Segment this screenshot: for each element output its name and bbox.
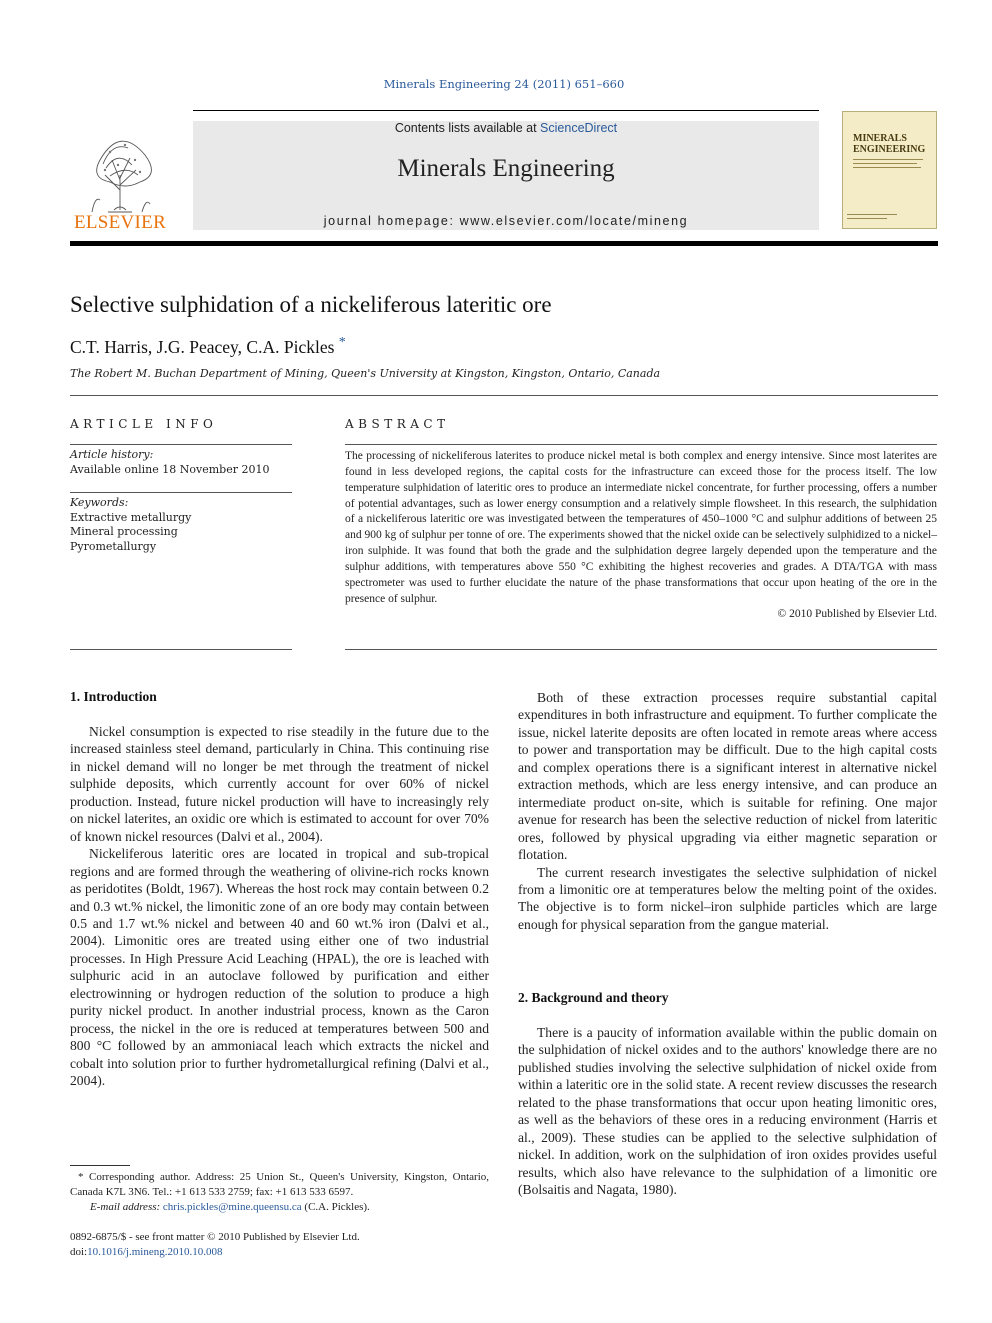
header-top-rule bbox=[193, 110, 819, 111]
keyword-item: Pyrometallurgy bbox=[70, 539, 157, 553]
doi-link[interactable]: 10.1016/j.mineng.2010.10.008 bbox=[87, 1246, 223, 1258]
keyword-item: Mineral processing bbox=[70, 525, 178, 538]
title-separator-rule bbox=[70, 395, 938, 396]
article-history bbox=[70, 448, 292, 477]
article-info-bottom-rule bbox=[70, 649, 292, 650]
paragraph: Nickeliferous lateritic ores are located in tropical and sub-tropical regions and are formed through the weathering of olivine-rich rocks known as peridotites (Boldt, 1967). Whereas the host rock may contain between 0.2 and 0.3 wt.% nickel, the limonitic zone of an ore body may contain between 0.5 and 1.7 wt.% nickel and between 40 and 60 wt.% iron (Dalvi et al., 2004). Limonitic ores are treated using either one of two industrial processes. In High Pressure Acid Leaching (HPAL), the ore is leached with sulphuric acid in an autoclave followed by purification and either electrowinning or hydrogen reduction of the solution to produce a high purity nickel product. In another industrial process, known as the Caron process, the nickel in the ore is reduced at temperatures between 500 and 800 °C followed by an ammoniacal leach which extracts the nickel and cobalt into solution prior to further hydrometallurgical refining (Dalvi et al., 2004). bbox=[70, 846, 489, 1089]
paragraph: Both of these extraction processes require substantial capital expenditures in both infrastructure and equipment. To further complicate the issue, nickel laterite deposits are often located in remote areas where access to power and transportation may be difficult. Due to the high capital costs and complex operations there is a significant interest in alternative nickel extraction methods, which are less energy intensive, and can produce an intermediate product on-site, which is suitable for refining. One major avenue for research has been the selective reduction of nickel from lateritic ores, followed by physical upgrading via either magnetic separation or flotation. bbox=[518, 690, 937, 863]
authors-text: C.T. Harris, J.G. Peacey, C.A. Pickles bbox=[70, 336, 335, 357]
email-suffix: (C.A. Pickles). bbox=[304, 1201, 370, 1213]
history-rule bbox=[70, 492, 292, 493]
keywords-block bbox=[70, 496, 292, 554]
cover-detail-line bbox=[847, 218, 887, 219]
article-info-rule bbox=[70, 444, 292, 445]
left-column-text bbox=[70, 723, 489, 1090]
issn-line: 0892-6875/$ - see front matter © 2010 Published by Elsevier Ltd. bbox=[70, 1231, 360, 1243]
doi-line bbox=[70, 1245, 489, 1260]
corresponding-author-note: * Corresponding author. Address: 25 Union St., Queen's University, Kingston, Ontario, Canada K7L 3N6. Tel.: +1 613 533 2759; fax: +1 613 533 6597. bbox=[70, 1171, 489, 1198]
journal-homepage[interactable]: journal homepage: www.elsevier.com/locate/mineng bbox=[323, 214, 689, 228]
paragraph: The current research investigates the selective sulphidation of nickel from a limonitic ore at temperatures below the melting point of the oxides. The objective is to form nickel–iron sulphide particles which are large enough for physical separation from the gangue material. bbox=[518, 864, 937, 932]
journal-title: Minerals Engineering bbox=[397, 155, 615, 182]
cover-title bbox=[853, 133, 933, 155]
abstract-heading: ABSTRACT bbox=[345, 417, 450, 431]
section-heading: 2. Background and theory bbox=[518, 990, 669, 1005]
sciencedirect-link[interactable]: ScienceDirect bbox=[540, 121, 618, 135]
elsevier-wordmark[interactable]: ELSEVIER bbox=[73, 212, 167, 233]
cover-detail-line bbox=[847, 214, 897, 215]
cover-title-line1: MINERALS bbox=[853, 133, 907, 144]
paragraph: Nickel consumption is expected to rise steadily in the future due to the increased stainless steel demand, particularly in China. This continuing rise in nickel demand will no longer be met through the treatment of nickel sulphide deposits, which currently account for over 60% of nickel production. Instead, future nickel production will have to increasingly rely on nickel laterites, an oxidic ore which is estimated to account for over 70% of known nickel resources (Dalvi et al., 2004). bbox=[70, 724, 489, 844]
history-value: Available online 18 November 2010 bbox=[70, 462, 270, 476]
author-list bbox=[70, 335, 346, 358]
email-link[interactable]: chris.pickles@mine.queensu.ca bbox=[162, 1201, 302, 1213]
cover-detail-line bbox=[853, 163, 917, 164]
doi-label: doi: bbox=[70, 1246, 88, 1258]
abstract-text: The processing of nickeliferous laterites to produce nickel metal is both complex and energy intensive. Since most laterites are found in less developed regions, the capital costs for the infrastructure can exceed those for the process itself. The low temperature sulphidation of lateritic ores to produce an intermediate nickel concentrate, for further processing, offers a number of potential advantages, such as lower energy consumption and a relatively simple flowsheet. In this research, the sulphidation of a nickeliferous lateritic ore was investigated between the temperatures of 450–1000 °C and sulphur additions of between 25 and 900 kg of sulphur per tonne of ore. The experiments showed that the nickel oxide can be selectively sulphidized to a nickel–iron sulphide. It was found that both the grade and the sulphidation degree largely depended upon the temperature and the sulphur additions, with temperatures above 550 °C exhibiting the highest recoveries and grades. A DTA/TGA with mass spectrometer was used to further elucidate the nature of the phase transformations that occur upon heating of the ore in the presence of sulphur. bbox=[345, 450, 937, 605]
cover-title-line2: ENGINEERING bbox=[853, 144, 926, 155]
journal-cover-thumbnail[interactable] bbox=[842, 111, 937, 229]
abstract-rule bbox=[345, 444, 937, 445]
front-matter bbox=[70, 1230, 489, 1260]
paragraph: There is a paucity of information available within the public domain on the sulphidation of nickel oxides and to the authors' knowledge there are no published studies involving the selective sulphidation of nickel oxide from within a lateritic ore in the solid state. A recent review discusses the research related to the phase transformations that occur upon heating limonitic ores, as well as the behaviors of these ores in a reducing environment (Harris et al., 2009). These studies can be applied to the selective sulphidation of nickel. In addition, work on the sulphidation of iron oxides provides useful results, which also have relevance to the sulphidation of a limonitic ore (Bolsaitis and Nagata, 1980). bbox=[518, 1025, 937, 1198]
keywords-label: Keywords: bbox=[70, 496, 129, 509]
abstract-copyright: © 2010 Published by Elsevier Ltd. bbox=[777, 608, 937, 621]
history-label: Article history: bbox=[70, 448, 154, 461]
journal-citation[interactable]: Minerals Engineering 24 (2011) 651–660 bbox=[383, 77, 625, 91]
right-column-text-top bbox=[518, 689, 937, 933]
contents-line bbox=[193, 121, 819, 135]
right-column-text-bottom bbox=[518, 1024, 937, 1199]
cover-detail-line bbox=[853, 167, 921, 168]
abstract-body bbox=[345, 449, 937, 623]
footnote-rule bbox=[70, 1165, 130, 1166]
section-heading: 1. Introduction bbox=[70, 689, 157, 704]
article-title: Selective sulphidation of a nickeliferous lateritic ore bbox=[70, 292, 552, 317]
article-info-heading: ARTICLE INFO bbox=[70, 417, 218, 431]
cover-detail-line bbox=[853, 159, 923, 160]
email-line bbox=[70, 1200, 489, 1215]
keyword-item: Extractive metallurgy bbox=[70, 510, 192, 524]
header-thick-rule bbox=[70, 241, 938, 246]
corresponding-author-mark[interactable]: * bbox=[338, 335, 346, 350]
abstract-bottom-rule bbox=[345, 649, 937, 650]
contents-prefix: Contents lists available at bbox=[394, 121, 541, 135]
footnote bbox=[70, 1170, 489, 1215]
affiliation: The Robert M. Buchan Department of Mining, Queen's University at Kingston, Kingston, Ontario, Canada bbox=[70, 367, 661, 380]
email-label: E-mail address: bbox=[90, 1201, 161, 1213]
